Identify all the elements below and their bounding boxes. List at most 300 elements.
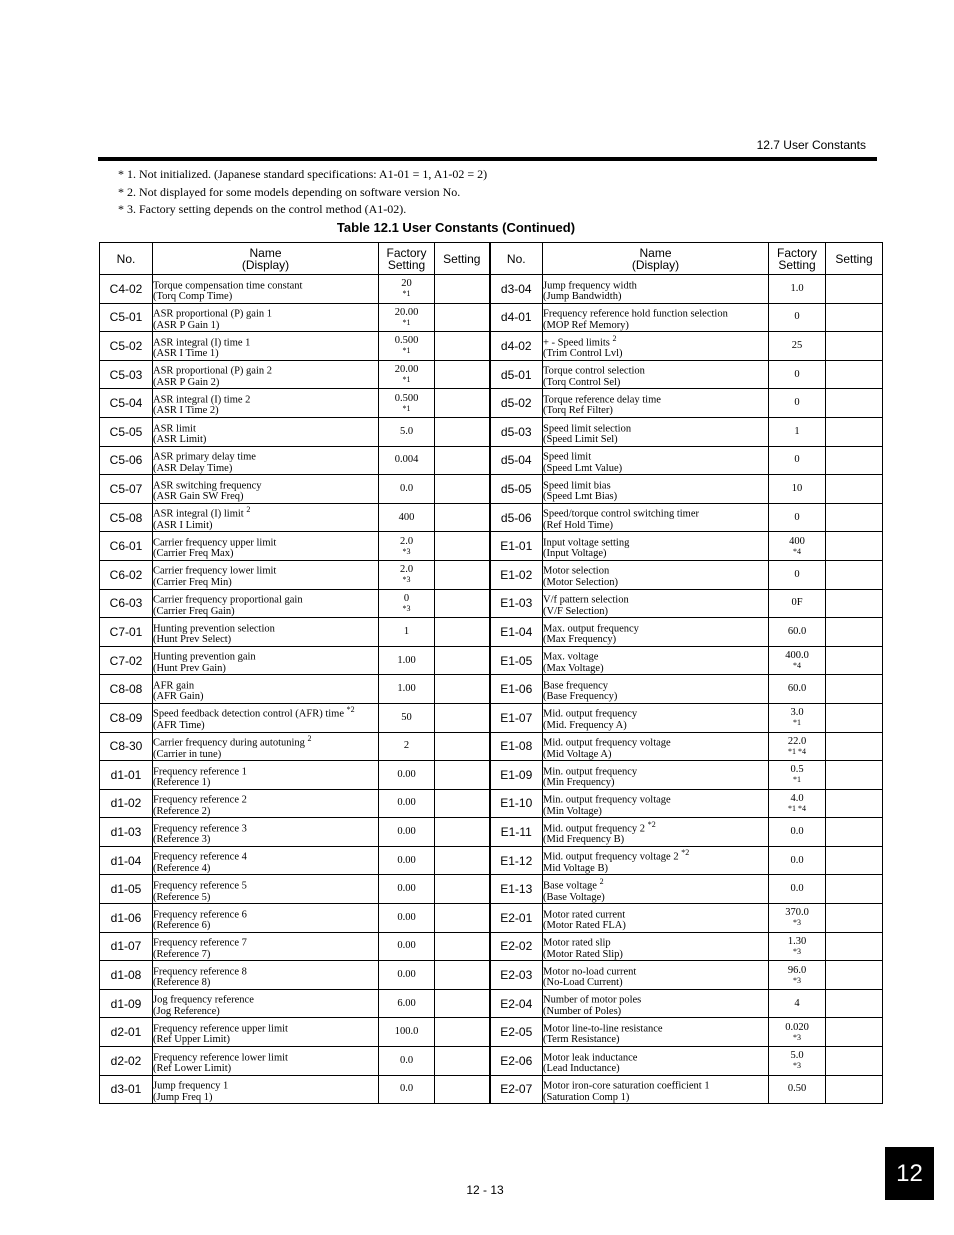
factory-setting-value: 0.500 xyxy=(394,392,419,404)
factory-setting-value: 1 xyxy=(403,625,410,637)
user-setting-cell[interactable] xyxy=(435,303,490,332)
user-setting-cell[interactable] xyxy=(826,303,883,332)
param-name-cell xyxy=(153,389,379,418)
param-number: C5-06 xyxy=(100,446,153,475)
param-display: (Torq Control Sel) xyxy=(543,376,621,388)
user-setting-cell[interactable] xyxy=(435,961,490,990)
param-name-cell xyxy=(543,932,769,961)
user-setting-cell[interactable] xyxy=(435,417,490,446)
user-setting-cell[interactable] xyxy=(435,503,490,532)
param-number: d5-03 xyxy=(490,417,543,446)
param-name-cell xyxy=(543,875,769,904)
param-name: Frequency reference 2 xyxy=(153,794,247,806)
user-setting-cell[interactable] xyxy=(826,503,883,532)
param-display: (Input Voltage) xyxy=(543,548,607,560)
param-name-cell xyxy=(543,475,769,504)
param-remark: 2 xyxy=(612,333,617,343)
factory-setting-cell xyxy=(379,475,435,504)
param-name-cell xyxy=(153,332,379,361)
param-name: Carrier frequency lower limit xyxy=(153,565,277,577)
factory-setting-value: 0.00 xyxy=(397,768,416,780)
table-row xyxy=(100,1047,883,1076)
param-name-cell xyxy=(153,446,379,475)
table-caption: Table 12.1 User Constants (Continued) xyxy=(336,220,576,235)
user-setting-cell[interactable] xyxy=(826,732,883,761)
param-number: E1-01 xyxy=(490,532,543,561)
user-setting-cell[interactable] xyxy=(826,1018,883,1047)
param-name: Frequency reference 1 xyxy=(153,766,247,778)
table-row xyxy=(100,818,883,847)
param-display: (Reference 5) xyxy=(153,891,211,903)
param-remark: *2 xyxy=(647,819,656,829)
param-name: ASR primary delay time xyxy=(153,451,256,463)
param-name: + - Speed limits xyxy=(543,337,610,349)
param-name-cell xyxy=(543,589,769,618)
user-setting-cell[interactable] xyxy=(435,1018,490,1047)
factory-setting-footnote: *3 xyxy=(793,946,801,956)
param-display: (No-Load Current) xyxy=(543,977,623,989)
param-number: C5-07 xyxy=(100,475,153,504)
factory-setting-value: 1.00 xyxy=(397,683,416,695)
factory-setting-footnote: *4 xyxy=(793,661,801,671)
factory-setting-cell xyxy=(379,332,435,361)
param-number: E2-03 xyxy=(490,961,543,990)
param-number: C8-09 xyxy=(100,703,153,732)
user-setting-cell[interactable] xyxy=(435,875,490,904)
user-setting-cell[interactable] xyxy=(435,475,490,504)
param-display: (Speed Lmt Bias) xyxy=(543,491,618,503)
factory-setting-cell xyxy=(769,389,826,418)
factory-setting-cell xyxy=(769,989,826,1018)
factory-setting-value: 0.00 xyxy=(397,940,416,952)
param-display: (ASR Gain SW Freq) xyxy=(153,491,244,503)
param-number: d1-06 xyxy=(100,904,153,933)
param-display: (V/F Selection) xyxy=(543,605,609,617)
param-name: Hunting prevention selection xyxy=(153,623,275,635)
user-setting-cell[interactable] xyxy=(435,589,490,618)
param-name-cell xyxy=(153,675,379,704)
factory-setting-cell xyxy=(379,589,435,618)
factory-setting-value: 0 xyxy=(794,568,800,580)
param-number: E1-13 xyxy=(490,875,543,904)
param-name: ASR proportional (P) gain 1 xyxy=(153,308,272,320)
param-display: (Mid Frequency B) xyxy=(543,834,625,846)
factory-setting-cell xyxy=(769,875,826,904)
user-setting-cell[interactable] xyxy=(435,675,490,704)
param-name-cell xyxy=(543,846,769,875)
user-setting-cell[interactable] xyxy=(826,989,883,1018)
factory-setting-value: 60.0 xyxy=(787,625,807,637)
factory-setting-cell xyxy=(769,675,826,704)
user-setting-cell[interactable] xyxy=(826,646,883,675)
param-display: (Min Frequency) xyxy=(543,777,615,789)
param-name-cell xyxy=(153,1047,379,1076)
user-setting-cell[interactable] xyxy=(435,446,490,475)
param-number: C5-01 xyxy=(100,303,153,332)
param-display: (Speed Limit Sel) xyxy=(543,434,618,446)
param-name-cell xyxy=(153,646,379,675)
param-remark: 2 xyxy=(307,734,312,744)
param-name: Jump frequency 1 xyxy=(153,1080,229,1092)
param-number: d1-01 xyxy=(100,761,153,790)
param-name: Frequency reference 6 xyxy=(153,909,247,921)
param-name: Frequency reference lower limit xyxy=(153,1052,288,1064)
param-number: E1-10 xyxy=(490,789,543,818)
factory-setting-value: 0F xyxy=(791,597,803,609)
param-display: (Reference 4) xyxy=(153,862,211,874)
param-display: (ASR I Time 2) xyxy=(153,405,219,417)
param-display: (Motor Selection) xyxy=(543,576,618,588)
param-name: Motor line-to-line resistance xyxy=(543,1023,663,1035)
user-setting-cell[interactable] xyxy=(435,703,490,732)
factory-setting-value: 20.00 xyxy=(394,364,419,376)
param-name: Speed limit bias xyxy=(543,480,611,492)
col-header-name xyxy=(543,243,769,275)
param-name-cell xyxy=(543,1047,769,1076)
table-row xyxy=(100,275,883,304)
user-setting-cell[interactable] xyxy=(826,618,883,647)
user-setting-cell[interactable] xyxy=(435,1047,490,1076)
param-display: (Hunt Prev Gain) xyxy=(153,662,226,674)
param-number: C8-08 xyxy=(100,675,153,704)
factory-setting-cell xyxy=(379,503,435,532)
param-name: Frequency reference upper limit xyxy=(153,1023,288,1035)
param-display: (Motor Rated FLA) xyxy=(543,920,626,932)
factory-setting-value: 2 xyxy=(403,740,410,752)
factory-setting-footnote: *1 xyxy=(402,289,411,299)
table-row xyxy=(100,875,883,904)
factory-setting-footnote: *4 xyxy=(793,546,801,556)
param-name-cell xyxy=(153,989,379,1018)
param-name-cell xyxy=(543,503,769,532)
factory-setting-cell xyxy=(379,417,435,446)
factory-setting-cell xyxy=(769,732,826,761)
table-row xyxy=(100,932,883,961)
factory-setting-value: 400 xyxy=(398,511,415,523)
param-name-cell xyxy=(153,417,379,446)
param-name-cell xyxy=(153,1018,379,1047)
param-name: Base voltage xyxy=(543,880,597,892)
param-number: E1-12 xyxy=(490,846,543,875)
factory-setting-cell xyxy=(379,560,435,589)
factory-setting-value: 25 xyxy=(791,339,803,351)
param-name-cell xyxy=(543,1075,769,1104)
user-setting-cell[interactable] xyxy=(826,875,883,904)
param-number: d3-04 xyxy=(490,275,543,304)
factory-setting-value: 0.00 xyxy=(397,969,416,981)
user-setting-cell[interactable] xyxy=(826,332,883,361)
col-header-no: No. xyxy=(490,243,543,275)
factory-setting-cell xyxy=(379,446,435,475)
param-number: d1-09 xyxy=(100,989,153,1018)
factory-setting-cell xyxy=(379,789,435,818)
factory-setting-cell xyxy=(769,932,826,961)
param-number: d5-02 xyxy=(490,389,543,418)
param-display: (Hunt Prev Select) xyxy=(153,634,232,646)
param-display: (Lead Inductance) xyxy=(543,1063,620,1075)
param-name-cell xyxy=(543,732,769,761)
user-setting-cell[interactable] xyxy=(435,932,490,961)
user-setting-cell[interactable] xyxy=(826,818,883,847)
user-setting-cell[interactable] xyxy=(435,560,490,589)
table-row xyxy=(100,389,883,418)
param-remark: 2 xyxy=(599,877,604,887)
factory-setting-value: 1.00 xyxy=(397,654,416,666)
param-name-cell xyxy=(153,275,379,304)
param-name: Max. output frequency xyxy=(543,623,639,635)
factory-setting-value: 96.0 xyxy=(787,964,807,976)
user-setting-cell[interactable] xyxy=(435,360,490,389)
factory-setting-cell xyxy=(769,503,826,532)
user-setting-cell[interactable] xyxy=(826,703,883,732)
param-number: d5-05 xyxy=(490,475,543,504)
user-setting-cell[interactable] xyxy=(826,446,883,475)
user-setting-cell[interactable] xyxy=(435,989,490,1018)
param-number: C6-01 xyxy=(100,532,153,561)
param-name: Mid. output frequency xyxy=(543,708,638,720)
factory-setting-cell xyxy=(379,675,435,704)
table-row xyxy=(100,961,883,990)
user-setting-cell[interactable] xyxy=(435,789,490,818)
factory-setting-cell xyxy=(769,332,826,361)
user-setting-cell[interactable] xyxy=(435,732,490,761)
param-number: d1-08 xyxy=(100,961,153,990)
param-name-cell xyxy=(543,1018,769,1047)
param-name: Min. output frequency voltage xyxy=(543,794,671,806)
factory-setting-cell xyxy=(769,618,826,647)
factory-setting-footnote: *3 xyxy=(402,575,411,585)
user-setting-cell[interactable] xyxy=(826,589,883,618)
param-display: (Jump Freq 1) xyxy=(153,1091,213,1103)
table-row xyxy=(100,417,883,446)
user-setting-cell[interactable] xyxy=(435,846,490,875)
factory-setting-cell xyxy=(769,1047,826,1076)
param-number: E2-01 xyxy=(490,904,543,933)
factory-setting-cell xyxy=(769,646,826,675)
param-name-cell xyxy=(543,618,769,647)
param-display: (Reference 8) xyxy=(153,977,211,989)
user-setting-cell[interactable] xyxy=(435,761,490,790)
param-number: E1-11 xyxy=(490,818,543,847)
param-remark: 2 xyxy=(246,505,251,515)
factory-setting-footnote: *1 xyxy=(402,317,411,327)
param-number: d2-02 xyxy=(100,1047,153,1076)
user-setting-cell[interactable] xyxy=(435,904,490,933)
param-name: Hunting prevention gain xyxy=(153,651,256,663)
factory-setting-value: 0.004 xyxy=(394,454,419,466)
factory-setting-cell xyxy=(769,589,826,618)
param-number: d3-01 xyxy=(100,1075,153,1104)
param-remark: *2 xyxy=(681,848,690,858)
footnote-2: * 2. Not displayed for some models depending on software version No. xyxy=(118,184,461,199)
factory-setting-footnote: *1 xyxy=(402,346,411,356)
col-header-name xyxy=(153,243,379,275)
param-name: Frequency reference 4 xyxy=(153,851,247,863)
user-setting-cell[interactable] xyxy=(826,360,883,389)
param-display: (Torq Ref Filter) xyxy=(543,405,613,417)
factory-setting-cell xyxy=(769,1075,826,1104)
factory-setting-value: 4.0 xyxy=(790,792,804,804)
user-setting-cell[interactable] xyxy=(826,675,883,704)
param-name: Frequency reference 8 xyxy=(153,966,247,978)
param-number: C6-02 xyxy=(100,560,153,589)
user-setting-cell[interactable] xyxy=(826,417,883,446)
param-name-cell xyxy=(153,961,379,990)
user-setting-cell[interactable] xyxy=(435,618,490,647)
factory-setting-value: 0.0 xyxy=(790,883,804,895)
param-name-cell xyxy=(153,818,379,847)
factory-setting-cell xyxy=(769,532,826,561)
table-row xyxy=(100,989,883,1018)
factory-setting-cell xyxy=(769,1018,826,1047)
param-name-cell xyxy=(543,417,769,446)
factory-setting-value: 5.0 xyxy=(790,1050,804,1062)
param-number: C7-02 xyxy=(100,646,153,675)
table-row xyxy=(100,675,883,704)
factory-setting-cell xyxy=(769,417,826,446)
user-setting-cell[interactable] xyxy=(435,275,490,304)
param-name-cell xyxy=(543,789,769,818)
param-name-cell xyxy=(153,360,379,389)
param-name: Motor leak inductance xyxy=(543,1052,638,1064)
user-setting-cell[interactable] xyxy=(826,532,883,561)
param-display: (Reference 1) xyxy=(153,777,211,789)
param-display: (ASR Limit) xyxy=(153,434,207,446)
user-setting-cell[interactable] xyxy=(826,904,883,933)
factory-setting-cell xyxy=(769,360,826,389)
user-setting-cell[interactable] xyxy=(435,389,490,418)
param-name-cell xyxy=(153,303,379,332)
param-display: (Mid. Frequency A) xyxy=(543,719,627,731)
user-setting-cell[interactable] xyxy=(826,275,883,304)
factory-setting-value: 2.0 xyxy=(399,535,414,547)
param-number: C5-03 xyxy=(100,360,153,389)
factory-setting-value: 400.0 xyxy=(785,650,809,662)
factory-setting-footnote: *1 xyxy=(402,403,411,413)
param-name: ASR limit xyxy=(153,423,196,435)
user-setting-cell[interactable] xyxy=(826,1047,883,1076)
user-setting-cell[interactable] xyxy=(826,846,883,875)
col-header-factory-line2: Setting xyxy=(387,257,426,272)
factory-setting-cell xyxy=(769,303,826,332)
user-setting-cell[interactable] xyxy=(435,818,490,847)
user-setting-cell[interactable] xyxy=(826,961,883,990)
param-number: d5-06 xyxy=(490,503,543,532)
user-setting-cell[interactable] xyxy=(435,532,490,561)
param-name-cell xyxy=(543,303,769,332)
param-name: Input voltage setting xyxy=(543,537,630,549)
footnotes xyxy=(118,166,487,219)
param-number: E2-07 xyxy=(490,1075,543,1104)
user-setting-cell[interactable] xyxy=(435,646,490,675)
param-number: E1-04 xyxy=(490,618,543,647)
factory-setting-cell xyxy=(379,646,435,675)
factory-setting-value: 0.00 xyxy=(397,797,416,809)
param-number: d1-04 xyxy=(100,846,153,875)
param-number: C4-02 xyxy=(100,275,153,304)
factory-setting-value: 0.00 xyxy=(397,826,416,838)
param-number: d1-02 xyxy=(100,789,153,818)
param-display: (Base Voltage) xyxy=(543,891,605,903)
param-display: (Number of Poles) xyxy=(543,1005,622,1017)
section-header: 12.7 User Constants xyxy=(756,138,866,152)
user-setting-cell[interactable] xyxy=(826,761,883,790)
factory-setting-footnote: *3 xyxy=(793,975,801,985)
param-number: E1-03 xyxy=(490,589,543,618)
param-display: (ASR Delay Time) xyxy=(153,462,233,474)
user-setting-cell[interactable] xyxy=(826,475,883,504)
table-row xyxy=(100,789,883,818)
table-row xyxy=(100,703,883,732)
user-setting-cell[interactable] xyxy=(826,560,883,589)
param-number: E2-06 xyxy=(490,1047,543,1076)
param-display: (Ref Hold Time) xyxy=(543,519,614,531)
factory-setting-footnote: *1 xyxy=(793,775,801,785)
factory-setting-value: 20 xyxy=(401,278,412,290)
factory-setting-value: 10 xyxy=(791,482,803,494)
param-display: (Saturation Comp 1) xyxy=(543,1091,630,1103)
factory-setting-value: 50 xyxy=(401,711,412,723)
factory-setting-value: 1.0 xyxy=(790,282,804,294)
factory-setting-value: 370.0 xyxy=(785,907,809,919)
user-setting-cell[interactable] xyxy=(826,789,883,818)
param-display: (Speed Lmt Value) xyxy=(543,462,623,474)
factory-setting-cell xyxy=(379,932,435,961)
user-constants-table xyxy=(99,242,883,1104)
factory-setting-value: 400 xyxy=(789,535,805,547)
factory-setting-value: 1.30 xyxy=(787,935,807,947)
param-name-cell xyxy=(153,503,379,532)
user-setting-cell[interactable] xyxy=(826,932,883,961)
param-name: Max. voltage xyxy=(543,651,599,663)
factory-setting-value: 60.0 xyxy=(787,683,807,695)
param-name: Carrier frequency during autotuning xyxy=(153,737,305,749)
user-setting-cell[interactable] xyxy=(826,389,883,418)
param-display: (Trim Control Lvl) xyxy=(543,348,623,360)
user-setting-cell[interactable] xyxy=(435,1075,490,1104)
user-setting-cell[interactable] xyxy=(435,332,490,361)
param-display: (MOP Ref Memory) xyxy=(543,319,629,331)
param-number: d4-02 xyxy=(490,332,543,361)
table-row xyxy=(100,446,883,475)
param-number: C5-02 xyxy=(100,332,153,361)
col-header-name-line2: (Display) xyxy=(631,257,680,272)
param-number: d2-01 xyxy=(100,1018,153,1047)
param-name-cell xyxy=(543,904,769,933)
param-display: (Term Resistance) xyxy=(543,1034,620,1046)
factory-setting-cell xyxy=(379,618,435,647)
col-header-name-line1: Name xyxy=(639,245,672,260)
param-name-cell xyxy=(543,332,769,361)
factory-setting-cell xyxy=(769,846,826,875)
param-name: Motor no-load current xyxy=(543,966,637,978)
param-display: Mid Voltage B) xyxy=(543,862,608,874)
param-name: Min. output frequency xyxy=(543,766,638,778)
param-name-cell xyxy=(153,703,379,732)
param-name: Speed limit selection xyxy=(543,423,632,435)
param-number: d4-01 xyxy=(490,303,543,332)
table-row xyxy=(100,761,883,790)
param-name-cell xyxy=(543,761,769,790)
param-display: (Carrier in tune) xyxy=(153,748,222,760)
factory-setting-footnote: *1 xyxy=(793,718,801,728)
user-setting-cell[interactable] xyxy=(826,1075,883,1104)
factory-setting-value: 0.020 xyxy=(785,1021,809,1033)
factory-setting-cell xyxy=(769,818,826,847)
factory-setting-cell xyxy=(769,904,826,933)
factory-setting-value: 0.00 xyxy=(397,854,416,866)
factory-setting-cell xyxy=(769,475,826,504)
